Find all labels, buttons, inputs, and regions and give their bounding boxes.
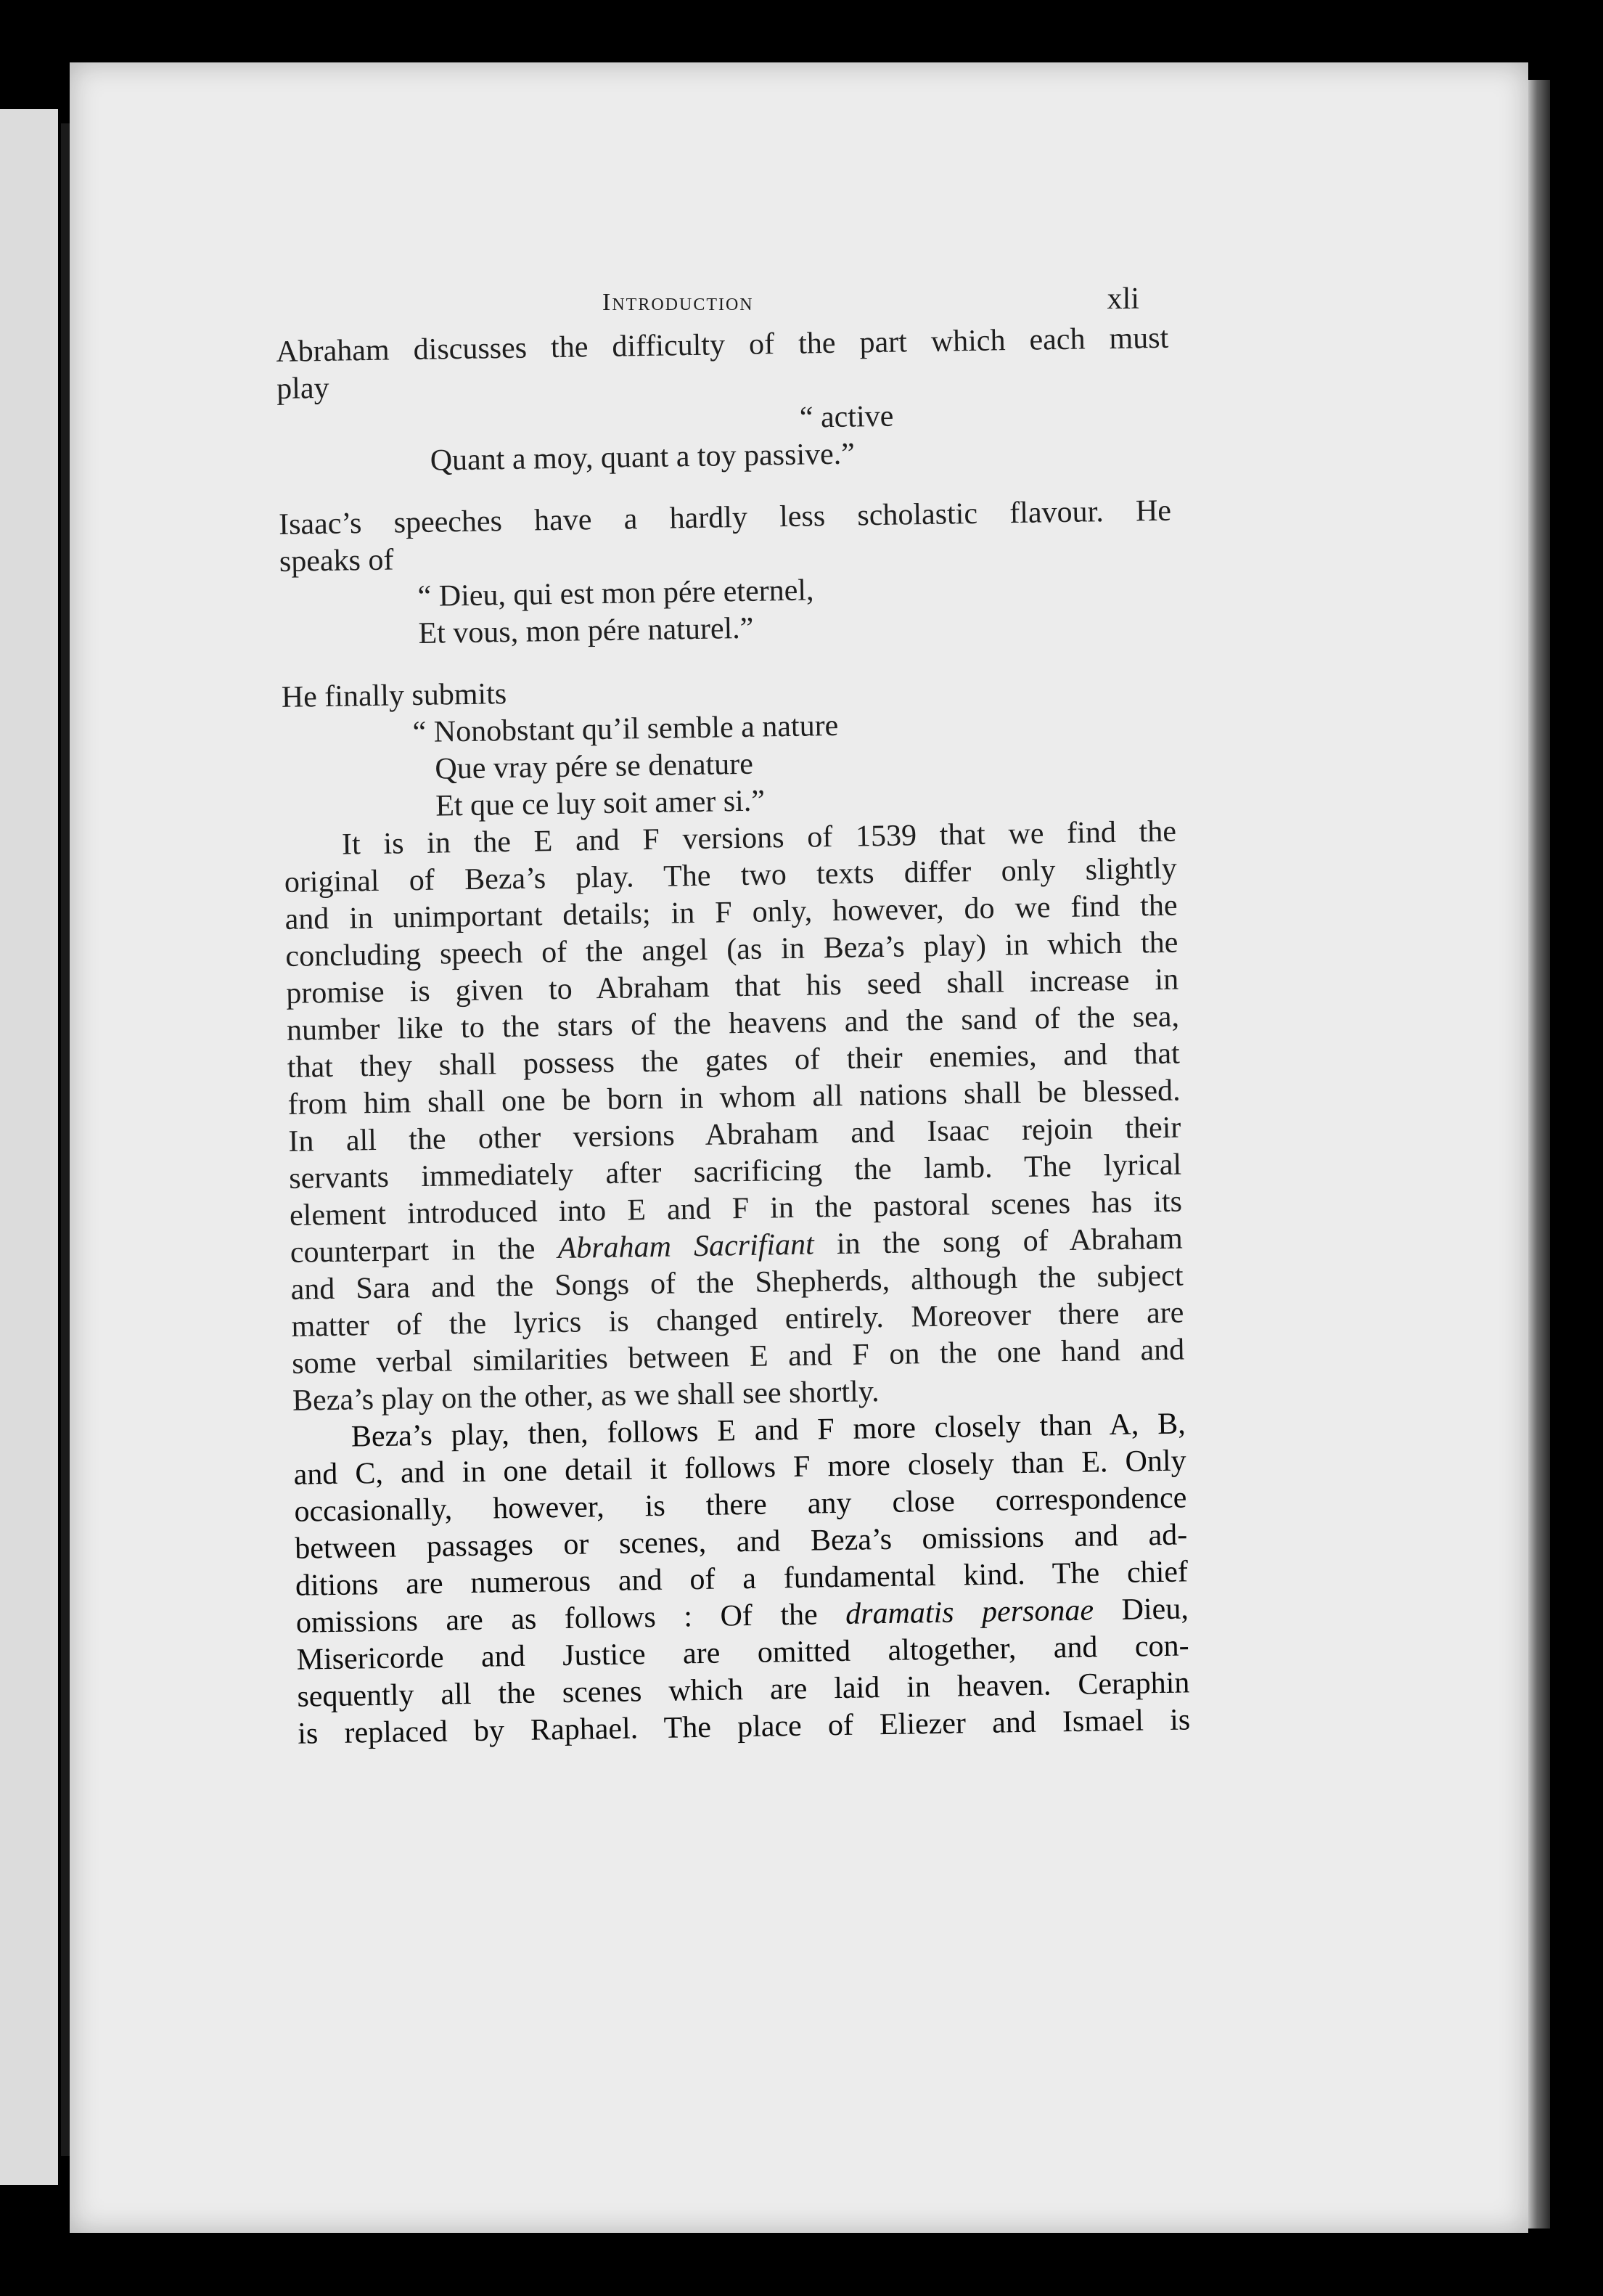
text-line: that they shall possess the gates of their enemies, and that: [287, 1037, 1181, 1084]
verse-line: “ Nonobstant qu’il semble a nature: [412, 708, 839, 750]
text-line: some verbal similarities between E and F on the one hand and: [291, 1333, 1185, 1381]
text-line: concluding speech of the angel (as in Beza’s play) in which the: [285, 926, 1178, 973]
text-line: promise is given to Abraham that his seed shall increase in: [285, 963, 1179, 1010]
page-edge-shadow: [1528, 80, 1550, 2228]
text-line: play: [276, 371, 329, 406]
page-number: xli: [1107, 282, 1139, 316]
text-line: Abraham discusses the difficulty of the part which each must: [276, 321, 1169, 369]
page-header: [276, 282, 1139, 325]
text-line: original of Beza’s play. The two texts differ only slightly: [284, 851, 1178, 899]
text-line: and in unimportant details; in F only, however, do we find the: [284, 888, 1178, 936]
verse-line: Et que ce luy soit amer si.”: [435, 784, 766, 823]
text-line: speaks of: [279, 543, 394, 579]
text-line: He finally submits: [281, 677, 507, 714]
text-line: Isaac’s speeches have a hardly less scholastic flavour. He: [278, 494, 1172, 542]
running-head: Introduction: [602, 289, 754, 316]
text-line: is replaced by Raphael. The place of Eliezer and Ismael is: [297, 1703, 1191, 1751]
text-line: number like to the stars of the heavens and the sand of the sea,: [286, 1000, 1180, 1047]
verse-line: “ Dieu, qui est mon pére eternel,: [417, 573, 814, 613]
text-line: In all the other versions Abraham and Isaac rejoin their: [288, 1111, 1181, 1159]
text-line: sequently all the scenes which are laid in heaven. Ceraphin: [297, 1666, 1190, 1714]
italic-term: dramatis personae: [845, 1593, 1094, 1631]
text-line: and C, and in one detail it follows F more closely than E. Only: [293, 1444, 1186, 1492]
verse-line: Quant a moy, quant a toy passive.”: [430, 437, 856, 478]
text-line: matter of the lyrics is changed entirely. Moreover there are: [291, 1296, 1184, 1344]
verse-line: “ active: [799, 399, 894, 435]
text-line: It is in the E and F versions of 1539 that we find the: [341, 814, 1177, 862]
text-line: Misericorde and Justice are omitted altogether, and con-: [296, 1629, 1189, 1677]
text-line: occasionally, however, is there any close correspondence: [294, 1481, 1187, 1529]
text-line: ditions are numerous and of a fundamental kind. The chief: [295, 1555, 1189, 1603]
text-line: servants immediately after sacrificing the lamb. The lyrical: [288, 1148, 1182, 1196]
paragraph: [292, 1405, 1190, 1752]
body-text: [276, 320, 1191, 1753]
text-run: omissions are as follows : Of the: [295, 1597, 846, 1640]
text-line: from him shall one be born in whom all nations shall be blessed.: [287, 1074, 1181, 1122]
text-run: in the song of Abraham: [813, 1222, 1184, 1262]
verse-line: Et vous, mon pére naturel.”: [418, 611, 754, 650]
text-line: Beza’s play on the other, as we shall see shortly.: [292, 1375, 880, 1418]
italic-title: Abraham Sacrifiant: [557, 1227, 815, 1266]
text-line: between passages or scenes, and Beza’s omissions and ad-: [294, 1518, 1188, 1566]
facing-page-edge: [0, 109, 58, 2185]
paragraph: [284, 814, 1186, 1420]
text-line: element introduced into E and F in the pastoral scenes has its: [289, 1185, 1183, 1233]
text-line: Beza’s play, then, follows E and F more closely than A, B,: [350, 1407, 1186, 1454]
verse-line: Que vray pére se denature: [435, 747, 754, 786]
text-run: counterpart in the: [290, 1232, 558, 1270]
text-line: and Sara and the Songs of the Shepherds, although the subject: [290, 1259, 1184, 1307]
text-run: Dieu,: [1093, 1592, 1189, 1627]
